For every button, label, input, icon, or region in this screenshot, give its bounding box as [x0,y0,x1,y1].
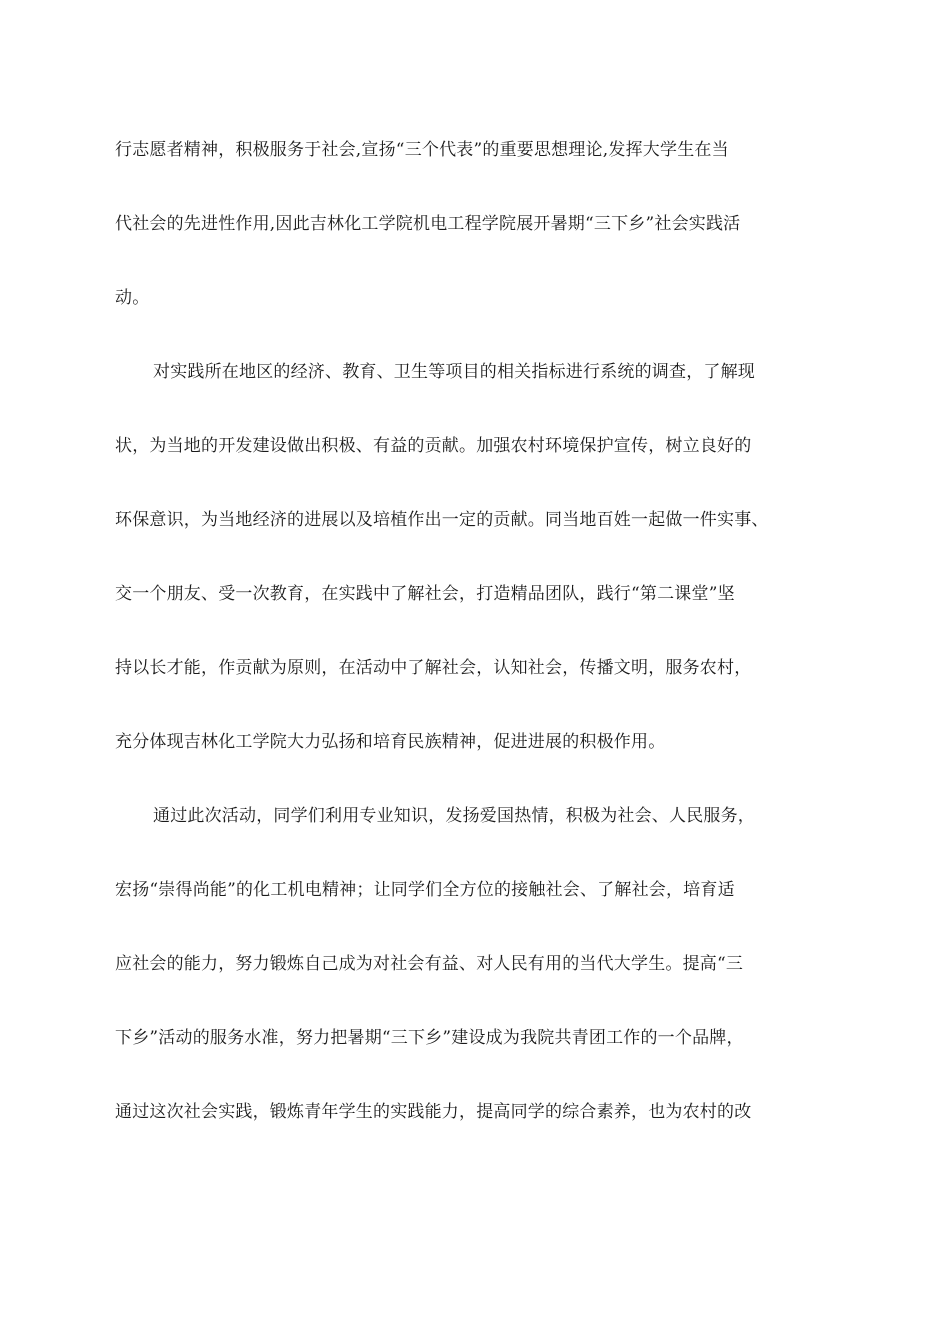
text-line: 宏扬“崇得尚能”的化工机电精神；让同学们全方位的接触社会、了解社会，培育适 [115,880,735,900]
text-line: 行志愿者精神，积极服务于社会,宣扬“三个代表”的重要思想理论,发挥大学生在当 [115,140,729,160]
text-line: 状，为当地的开发建设做出积极、有益的贡献。加强农村环境保护宣传，树立良好的 [115,436,752,456]
paragraph-3 [115,796,835,1166]
paragraph-1 [115,130,835,352]
paragraph-2 [115,352,835,796]
text-line: 交一个朋友、受一次教育，在实践中了解社会，打造精品团队，践行“第二课堂”坚 [115,584,735,604]
text-line: 代社会的先进性作用,因此吉林化工学院机电工程学院展开暑期“三下乡”社会实践活 [115,214,741,234]
document-body [115,130,835,1166]
text-line: 充分体现吉林化工学院大力弘扬和培育民族精神，促进进展的积极作用。 [115,732,666,752]
text-line: 通过这次社会实践，锻炼青年学生的实践能力，提高同学的综合素养，也为农村的改 [115,1102,752,1122]
text-line: 下乡”活动的服务水准，努力把暑期“三下乡”建设成为我院共青团工作的一个品牌， [115,1028,744,1048]
text-line: 环保意识，为当地经济的进展以及培植作出一定的贡献。同当地百姓一起做一件实事、 [115,510,769,530]
text-line: 动。 [115,288,150,308]
text-line: 通过此次活动，同学们利用专业知识，发扬爱国热情，积极为社会、人民服务， [153,806,755,826]
text-line: 持以长才能，作贡献为原则，在活动中了解社会，认知社会，传播文明，服务农村， [115,658,752,678]
text-line: 对实践所在地区的经济、教育、卫生等项目的相关指标进行系统的调查，了解现 [153,362,755,382]
text-line: 应社会的能力，努力锻炼自己成为对社会有益、对人民有用的当代大学生。提高“三 [115,954,744,974]
